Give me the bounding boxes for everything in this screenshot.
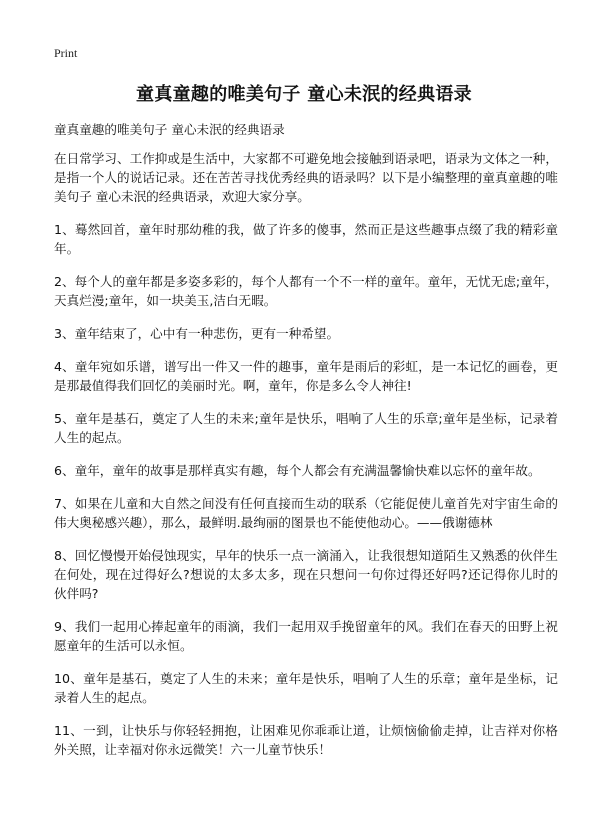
quote-item-3: 3、童年结束了，心中有一种悲伤，更有一种希望。 xyxy=(54,326,340,341)
document-title: 童真童趣的唯美句子 童心未泯的经典语录 xyxy=(136,84,472,105)
print-label: Print xyxy=(54,46,78,60)
quote-item-11: 11、一到，让快乐与你轻轻拥抱，让困难见你乖乖让道，让烦恼偷偷走掉，让吉祥对你格外关照，让幸福对你永远微笑！六一儿童节快乐！ xyxy=(54,723,558,757)
document-subtitle: 童真童趣的唯美句子 童心未泯的经典语录 xyxy=(54,122,285,137)
quote-item-9: 9、我们一起用心捧起童年的雨滴，我们一起用双手挽留童年的风。我们在春天的田野上祝愿童年的生活可以永恒。 xyxy=(54,619,558,653)
intro-paragraph: 在日常学习、工作抑或是生活中，大家都不可避免地会接触到语录吧，语录为文体之一种，是指一个人的说话记录。还在苦苦寻找优秀经典的语录吗？以下是小编整理的童真童趣的唯美句子 童心未泯的经典语录，欢迎大家分享。 xyxy=(54,151,558,204)
document-body xyxy=(54,120,558,773)
quote-item-8: 8、回忆慢慢开始侵蚀现实，早年的快乐一点一滴涌入，让我很想知道陌生又熟悉的伙伴生在何处，现在过得好么?想说的太多太多，现在只想问一句你过得还好吗?还记得你儿时的伙伴吗? xyxy=(54,548,558,601)
quote-item-2: 2、每个人的童年都是多姿多彩的，每个人都有一个不一样的童年。童年，无忧无虑;童年，天真烂漫;童年，如一块美玉,洁白无暇。 xyxy=(54,274,558,308)
quote-item-4: 4、童年宛如乐谱，谱写出一件又一件的趣事，童年是雨后的彩虹，是一本记忆的画卷，更是那最值得我们回忆的美丽时光。啊，童年，你是多么令人神往! xyxy=(54,359,558,393)
quote-item-5: 5、童年是基石，奠定了人生的未来;童年是快乐，唱响了人生的乐章;童年是坐标，记录着人生的起点。 xyxy=(54,411,558,445)
quote-item-7: 7、如果在儿童和大自然之间没有任何直接而生动的联系（它能促使儿童首先对宇宙生命的伟大奥秘感兴趣），那么，最鲜明.最绚丽的图景也不能使他动心。——俄谢德林 xyxy=(54,496,558,530)
quote-item-1: 1、蓦然回首，童年时那幼稚的我，做了许多的傻事，然而正是这些趣事点缀了我的精彩童年。 xyxy=(54,222,558,256)
quote-item-10: 10、童年是基石，奠定了人生的未来；童年是快乐，唱响了人生的乐章；童年是坐标，记录着人生的起点。 xyxy=(54,671,558,705)
quote-item-6: 6、童年，童年的故事是那样真实有趣，每个人都会有充满温馨愉快难以忘怀的童年故。 xyxy=(54,463,541,478)
